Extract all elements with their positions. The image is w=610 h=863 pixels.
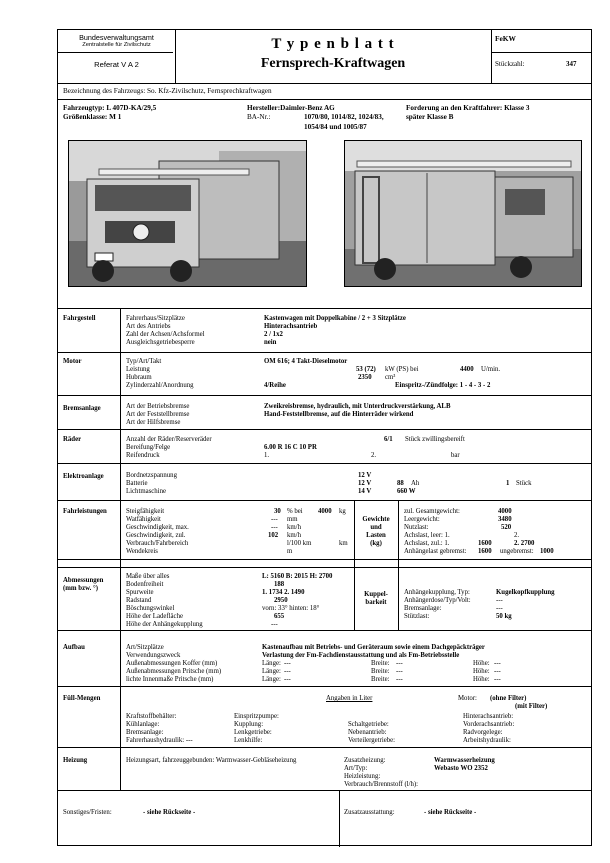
vmax-unit: km/h [287, 524, 301, 531]
bed-length-value: --- [284, 668, 291, 675]
fluid-gearbox: Schaltgetriebe: [348, 721, 389, 728]
tow-unbraked-label: ungebremst: [500, 548, 534, 555]
box-height-label: Höhe: [473, 660, 490, 667]
fluid-front-axle: Vorderachsantrieb: [463, 721, 515, 728]
bed-height-label: Höhe: [473, 668, 490, 675]
load-floor-height: 655 [274, 613, 285, 620]
brakes-value-1: Zweikreisbremse, hydraulich, mit Unterdruckverstärkung, ALB [264, 403, 451, 410]
engine-firing-order: Einspritz-/Zündfolge: 1 - 4 - 3 - 2 [395, 382, 491, 389]
dim-label-3: Spurweite [126, 589, 154, 596]
vzul-value: 102 [268, 532, 279, 539]
w-label-tow: Anhängelast gebremst: [404, 548, 467, 555]
section-chassis: Fahrgestell [63, 315, 96, 322]
w-label-empty: Leergewicht: [404, 516, 440, 523]
weights-label-1: Gewichte [362, 516, 390, 523]
fluid-hub-reduction: Radvorgelege: [463, 729, 503, 736]
aux-type-label: Art/Typ: [344, 765, 368, 772]
body-label-5: lichte Innenmaße Pritsche (mm) [126, 676, 214, 683]
perf-label-4: Geschwindigkeit, zul. [126, 532, 186, 539]
coupling-brake-value: --- [496, 605, 503, 612]
perf-label-5: Verbrauch/Fahrbereich [126, 540, 189, 547]
pressure-rear-label: 2. [371, 452, 377, 459]
engine-power-unit: kW (PS) bei [385, 366, 419, 373]
vehicle-type: Fahrzeugtyp: L 407D-KA/29,5 [63, 104, 157, 112]
aux-output-label: Heizleistung: [344, 773, 381, 780]
w-label-payload: Nutzlast: [404, 524, 429, 531]
track-width: 1. 1734 2. 1490 [262, 589, 305, 596]
engine-displacement: 2350 [358, 374, 372, 381]
department: Referat V A 2 [94, 60, 139, 69]
axle-empty-rear: 2. [514, 532, 520, 539]
perf-label-2: Watfähigkeit [126, 516, 161, 523]
dim-label-6: Höhe der Ladefläche [126, 613, 183, 620]
hitch-height: --- [271, 621, 278, 628]
chassis-label-3: Zahl der Achsen/Achsformel [126, 331, 205, 338]
fluids-heading: Angaben in Liter [326, 695, 373, 702]
battery-capacity-unit: Ah [411, 480, 420, 487]
pressure-unit: bar [451, 452, 460, 459]
overall-dimensions: L: 5160 B: 2015 H: 2700 [262, 573, 333, 580]
fluid-clutch: Kupplung: [234, 721, 264, 728]
fluid-cooling: Kühlanlage: [126, 721, 160, 728]
section-fluids: Füll-Mengen [63, 695, 101, 702]
battery-capacity: 88 [397, 480, 404, 487]
bed-width-value: --- [396, 668, 403, 675]
count-value: 347 [566, 60, 577, 68]
wheelbase: 2950 [274, 597, 288, 604]
body-type: Kastenaufbau mit Betriebs- und Geräteraum sowie einem Dachgepäckträger [262, 644, 485, 651]
fluid-work-hydraulics: Arbeitshydraulik: [463, 737, 511, 744]
perf-label-1: Steigfähigkeit [126, 508, 165, 515]
count-label: Stückzahl: [495, 60, 525, 68]
vehicle-front-photo [68, 140, 307, 287]
fluid-injection-pump: Einspritzpumpe: [234, 713, 279, 720]
manufacturer: Hersteller:Daimler-Benz AG [247, 104, 335, 112]
chassis-value-4: nein [264, 339, 277, 346]
wheels-count: 6/1 [384, 436, 393, 443]
turning-unit: m [287, 548, 293, 555]
consumption-unit: l/100 km [287, 540, 312, 547]
dim-label-4: Radstand [126, 597, 152, 604]
sub-agency-name: Zentralstelle für Zivilschutz [82, 42, 151, 48]
tow-braked-value: 1600 [478, 548, 492, 555]
box-length-label: Länge: [262, 660, 281, 667]
tow-unbraked-value: 1000 [540, 548, 554, 555]
electrics-label-3: Lichtmaschine [126, 488, 167, 495]
engine-displacement-unit: cm³ [385, 374, 396, 381]
weights-label-4: (kg) [370, 540, 382, 547]
chassis-label-2: Art des Antriebs [126, 323, 171, 330]
electrics-label-2: Batterie [126, 480, 148, 487]
aux-heating-label: Zusatzheizung: [344, 757, 386, 764]
coupling-load-label: Stützlast: [404, 613, 430, 620]
coupling-type-label: Anhängekupplung, Typ: [404, 589, 470, 596]
ba-label: BA-Nr.: [247, 113, 271, 121]
section-body: Aufbau [63, 644, 85, 651]
inner-length-value: --- [284, 676, 291, 683]
misc-label: Sonstiges/Fristen: [63, 809, 112, 816]
brakes-label-1: Art der Betriebsbremse [126, 403, 190, 410]
aux-consumption-label: Verbrauch/Brennstoff (l/h): [344, 781, 419, 788]
body-purpose: Verlastung der Fm-Fachdienstausstattung und als Fm-Betriebsstelle [262, 652, 460, 659]
fluid-brakes: Bremsanlage: [126, 729, 164, 736]
coupling-load-value: 50 kg [496, 613, 512, 620]
body-label-2: Verwendungszweck [126, 652, 181, 659]
inner-width-value: --- [396, 676, 403, 683]
gvw-value: 4000 [498, 508, 512, 515]
electrics-voltage: 12 V [358, 472, 372, 479]
section-dimensions: Abmessungen [63, 577, 104, 584]
motor-oil-label: Motor: [458, 695, 477, 702]
engine-cylinders: 4/Reihe [264, 382, 286, 389]
approach-angles: vorn: 33° hinten: 18° [262, 605, 320, 612]
wade-unit: mm [287, 516, 298, 523]
range-unit: km [339, 540, 348, 547]
sheet-subtitle: Fernsprech-Kraftwagen [260, 56, 406, 71]
wheels-label-1: Anzahl der Räder/Reserveräder [126, 436, 212, 443]
coupling-socket-label: Anhängerdose/Typ/Volt: [404, 597, 471, 604]
wheels-label-2: Bereifung/Felge [126, 444, 171, 451]
coupling-label-1: Kuppel- [364, 591, 388, 598]
fluid-power-steering: Lenkhilfe: [234, 737, 263, 744]
wheels-count-text: Stück zwillingsbereift [405, 436, 465, 443]
axle-zul-front: 1600 [478, 540, 492, 547]
extra-equipment-value: - siehe Rückseite - [424, 809, 477, 816]
fluid-transfer-case: Verteilergetriebe: [348, 737, 396, 744]
dim-label-7: Höhe der Anhängekupplung [126, 621, 203, 628]
wade-value: --- [271, 516, 278, 523]
driver-requirement-later: später Klasse B [406, 113, 454, 121]
engine-label-4: Zylinderzahl/Anordnung [126, 382, 194, 389]
brakes-label-2: Art der Feststellbremse [126, 411, 190, 418]
box-width-label: Breite: [371, 660, 390, 667]
inner-width-label: Breite: [371, 676, 390, 683]
w-label-gvw: zul. Gesamtgewicht: [404, 508, 460, 515]
pressure-front-label: 1. [264, 452, 270, 459]
battery-count-unit: Stück [516, 480, 532, 487]
fluid-rear-axle: Hinterachsantrieb: [463, 713, 514, 720]
chassis-value-1: Kastenwagen mit Doppelkabine / 2 + 3 Sitzplätze [264, 315, 406, 322]
dim-label-1: Maße über alles [126, 573, 170, 580]
body-label-1: Art/Sitzplätze [126, 644, 164, 651]
body-label-3: Außenabmessungen Koffer (mm) [126, 660, 218, 667]
aux-type-value: Webasto WO 2352 [434, 765, 488, 772]
agency-name: Bundesverwaltungsamt [79, 33, 154, 42]
chassis-value-3: 2 / 1x2 [264, 331, 283, 338]
chassis-value-2: Hinterachsantrieb [264, 323, 318, 330]
vehicle-rear-image [345, 141, 582, 287]
size-class: Größenklasse: M 1 [63, 113, 122, 121]
battery-voltage: 12 V [358, 480, 372, 487]
alternator-power: 660 W [397, 488, 416, 495]
weights-label-2: und [370, 524, 382, 531]
sheet-title: T y p e n b l a t t [271, 36, 395, 52]
extra-equipment-label: Zusatzausstattung: [344, 809, 395, 816]
wheels-label-3: Reifendruck [126, 452, 160, 459]
motor-oil-with-filter: (mit Filter) [515, 703, 548, 710]
ba-numbers-1: 1070/80, 1014/82, 1024/83, [304, 113, 384, 121]
bed-width-label: Breite: [371, 668, 390, 675]
inner-height-value: --- [494, 676, 501, 683]
brakes-value-2: Hand-Feststellbremse, auf die Hinterräder wirkend [264, 411, 414, 418]
dim-label-2: Bodenfreiheit [126, 581, 164, 588]
vmax-value: --- [271, 524, 278, 531]
coupling-brake-label: Bremsanlage: [404, 605, 442, 612]
fluid-steering-gear: Lenkgetriebe: [234, 729, 272, 736]
vzul-unit: km/h [287, 532, 301, 539]
weights-label-3: Lasten [366, 532, 386, 539]
engine-rpm: 4400 [460, 366, 474, 373]
climb-unit: % bei [287, 508, 303, 515]
section-heating: Heizung [63, 757, 88, 764]
chassis-label-1: Fahrerhaus/Sitzplätze [126, 315, 185, 322]
engine-type: OM 616; 4 Takt-Dieselmotor [264, 358, 348, 365]
tyre-size: 6.00 R 16 C 10 PR [264, 444, 317, 451]
box-length-value: --- [284, 660, 291, 667]
type-sheet [57, 29, 592, 846]
fluid-pto: Nebenantrieb: [348, 729, 387, 736]
inner-height-label: Höhe: [473, 676, 490, 683]
section-wheels: Räder [63, 436, 82, 443]
vehicle-designation: Bezeichnung des Fahrzeugs: So. Kfz-Zivilschutz, Fernsprechkraftwagen [63, 87, 272, 95]
fluid-cab-hydraulics: Fahrerhaushydraulik: --- [126, 737, 193, 744]
alternator-voltage: 14 V [358, 488, 372, 495]
engine-rpm-unit: U/min. [481, 366, 501, 373]
section-performance: Fahrleistungen [63, 508, 107, 515]
vehicle-front-image [69, 141, 307, 287]
coupling-type-value: Kugelkopfkupplung [496, 589, 555, 596]
battery-count: 1 [506, 480, 510, 487]
motor-oil-without-filter: (ohne Filter) [490, 695, 527, 702]
section-brakes: Bremsanlage [63, 405, 101, 412]
inner-length-label: Länge: [262, 676, 281, 683]
coupling-socket-value: --- [496, 597, 503, 604]
brakes-label-3: Art der Hilfsbremse [126, 419, 181, 426]
aux-heating-value: Warmwasserheizung [434, 757, 495, 764]
climb-value: 30 [274, 508, 281, 515]
box-height-value: --- [494, 660, 501, 667]
body-label-4: Außenabmessungen Pritsche (mm) [126, 668, 222, 675]
chassis-label-4: Ausgleichsgetriebesperre [126, 339, 195, 346]
box-width-value: --- [396, 660, 403, 667]
section-electrics: Elektroanlage [63, 473, 104, 480]
engine-label-1: Typ/Art/Takt [126, 358, 162, 365]
w-label-axle-zul: Achslast, zul.: 1. [404, 540, 450, 547]
misc-value: - siehe Rückseite - [143, 809, 196, 816]
bed-length-label: Länge: [262, 668, 281, 675]
vehicle-code: FeKW [495, 34, 516, 43]
vehicle-rear-photo [344, 140, 582, 287]
bed-height-value: --- [494, 668, 501, 675]
ground-clearance: 188 [274, 581, 285, 588]
engine-label-3: Hubraum [126, 374, 152, 381]
w-label-axle-empty: Achslast, leer: 1. [404, 532, 450, 539]
ba-numbers-2: 1054/84 und 1005/87 [304, 123, 367, 131]
perf-label-3: Geschwindigkeit, max. [126, 524, 189, 531]
climb-weight-unit: kg [339, 508, 346, 515]
electrics-label-1: Bordnetzspannung [126, 472, 177, 479]
coupling-label-2: barkeit [365, 599, 387, 606]
axle-zul-rear: 2. 2700 [514, 540, 535, 547]
empty-weight-value: 3480 [498, 516, 512, 523]
payload-value: 520 [501, 524, 512, 531]
heating-main: Heizungsart, fahrzeuggebunden: Warmwasser-Gebläseheizung [126, 757, 297, 764]
climb-weight: 4000 [318, 508, 332, 515]
section-dimensions-units: (mm bzw. °) [63, 585, 98, 592]
engine-power: 53 (72) [356, 366, 376, 373]
dim-label-5: Böschungswinkel [126, 605, 175, 612]
perf-label-6: Wendekreis [126, 548, 158, 555]
section-engine: Motor [63, 358, 82, 365]
driver-requirement: Forderung an den Kraftfahrer: Klasse 3 [406, 104, 530, 112]
fluid-tank: Kraftstoffbehälter: [126, 713, 177, 720]
engine-label-2: Leistung [126, 366, 150, 373]
